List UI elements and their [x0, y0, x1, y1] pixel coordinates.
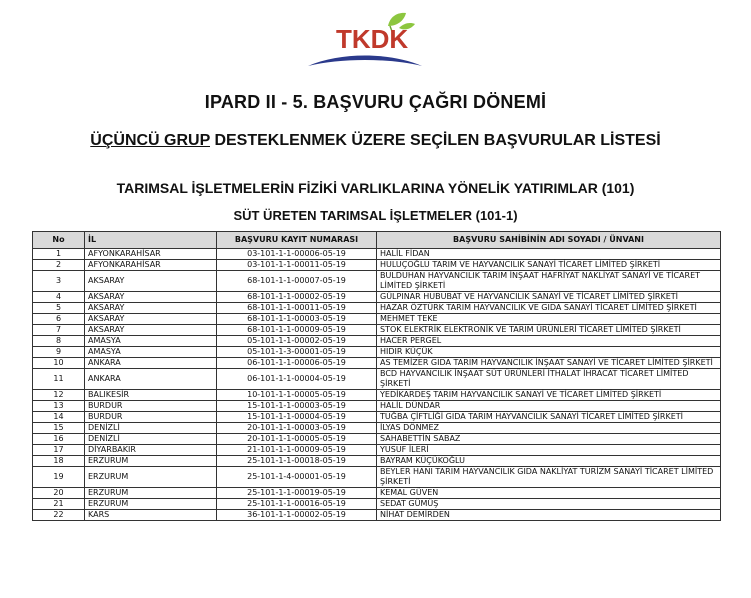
cell-il: BURDUR — [85, 401, 217, 412]
cell-kayit: 15-101-1-1-00004-05-19 — [217, 412, 377, 423]
logo-text: TKDK — [336, 24, 409, 54]
cell-kayit: 68-101-1-1-00003-05-19 — [217, 314, 377, 325]
cell-ad: İLYAS DÖNMEZ — [377, 423, 721, 434]
cell-kayit: 20-101-1-1-00005-05-19 — [217, 434, 377, 445]
cell-il: DENİZLİ — [85, 434, 217, 445]
cell-no: 1 — [33, 249, 85, 260]
cell-ad: HACER PERGEL — [377, 336, 721, 347]
cell-no: 11 — [33, 369, 85, 390]
cell-kayit: 15-101-1-1-00003-05-19 — [217, 401, 377, 412]
cell-ad: BEYLER HANI TARIM HAYVANCILIK GIDA NAKLİYAT TURİZM SANAYİ TİCARET LİMİTED ŞİRKETİ — [377, 467, 721, 488]
cell-kayit: 10-101-1-1-00005-05-19 — [217, 390, 377, 401]
cell-il: AKSARAY — [85, 271, 217, 292]
cell-kayit: 25-101-1-4-00001-05-19 — [217, 467, 377, 488]
table-row — [33, 445, 721, 456]
cell-ad: KEMAL GÜVEN — [377, 488, 721, 499]
cell-kayit: 25-101-1-1-00016-05-19 — [217, 499, 377, 510]
table-row — [33, 401, 721, 412]
cell-ad: BULDUHAN HAYVANCILIK TARIM İNŞAAT HAFRİYAT NAKLİYAT SANAYİ VE TİCARET LİMİTED ŞİRKETİ — [377, 271, 721, 292]
table-row — [33, 390, 721, 401]
cell-il: AMASYA — [85, 347, 217, 358]
cell-ad: HALİL DÜNDAR — [377, 401, 721, 412]
cell-ad: HALİL FİDAN — [377, 249, 721, 260]
cell-ad: NİHAT DEMİRDEN — [377, 510, 721, 521]
cell-kayit: 68-101-1-1-00007-05-19 — [217, 271, 377, 292]
cell-il: BURDUR — [85, 412, 217, 423]
cell-il: KARS — [85, 510, 217, 521]
cell-kayit: 06-101-1-1-00006-05-19 — [217, 358, 377, 369]
cell-no: 16 — [33, 434, 85, 445]
cell-ad: SEDAT GÜMÜŞ — [377, 499, 721, 510]
cell-ad: HIDIR KÜÇÜK — [377, 347, 721, 358]
cell-il: AMASYA — [85, 336, 217, 347]
cell-kayit: 21-101-1-1-00009-05-19 — [217, 445, 377, 456]
column-header-no: No — [33, 232, 85, 249]
cell-no: 15 — [33, 423, 85, 434]
measure-title: TARIMSAL İŞLETMELERİN FİZİKİ VARLIKLARINA YÖNELİK YATIRIMLAR (101) — [116, 180, 635, 196]
cell-il: AKSARAY — [85, 325, 217, 336]
applications-table — [32, 231, 721, 521]
table-row — [33, 434, 721, 445]
cell-kayit: 05-101-1-1-00002-05-19 — [217, 336, 377, 347]
cell-il: AKSARAY — [85, 303, 217, 314]
cell-il: ERZURUM — [85, 499, 217, 510]
cell-kayit: 06-101-1-1-00004-05-19 — [217, 369, 377, 390]
cell-il: AFYONKARAHİSAR — [85, 249, 217, 260]
table-row — [33, 369, 721, 390]
page-title: IPARD II - 5. BAŞVURU ÇAĞRI DÖNEMİ — [204, 92, 547, 112]
table-row — [33, 249, 721, 260]
cell-ad: YEDİKARDEŞ TARIM HAYVANCILIK SANAYİ VE TİCARET LİMİTED ŞİRKETİ — [377, 390, 721, 401]
table-row — [33, 412, 721, 423]
cell-il: BALIKESİR — [85, 390, 217, 401]
table-row — [33, 292, 721, 303]
column-header-ad: BAŞVURU SAHİBİNİN ADI SOYADI / ÜNVANI — [377, 232, 721, 249]
cell-no: 6 — [33, 314, 85, 325]
cell-kayit: 25-101-1-1-00019-05-19 — [217, 488, 377, 499]
table-row — [33, 456, 721, 467]
cell-no: 9 — [33, 347, 85, 358]
cell-no: 20 — [33, 488, 85, 499]
cell-no: 4 — [33, 292, 85, 303]
table-row — [33, 488, 721, 499]
cell-il: ERZURUM — [85, 467, 217, 488]
cell-il: DENİZLİ — [85, 423, 217, 434]
cell-ad: STOK ELEKTRİK ELEKTRONİK VE TARIM ÜRÜNLERİ TİCARET LİMİTED ŞİRKETİ — [377, 325, 721, 336]
table-row — [33, 467, 721, 488]
cell-kayit: 03-101-1-1-00011-05-19 — [217, 260, 377, 271]
cell-kayit: 03-101-1-1-00006-05-19 — [217, 249, 377, 260]
cell-il: AKSARAY — [85, 314, 217, 325]
list-subtitle-rest: DESTEKLENMEK ÜZERE SEÇİLEN BAŞVURULAR LİSTESİ — [210, 132, 661, 149]
cell-no: 3 — [33, 271, 85, 292]
table-row — [33, 325, 721, 336]
cell-no: 22 — [33, 510, 85, 521]
cell-il: ANKARA — [85, 369, 217, 390]
table-row — [33, 347, 721, 358]
table-row — [33, 314, 721, 325]
cell-kayit: 20-101-1-1-00003-05-19 — [217, 423, 377, 434]
cell-il: AFYONKARAHİSAR — [85, 260, 217, 271]
cell-no: 18 — [33, 456, 85, 467]
table-row — [33, 499, 721, 510]
cell-kayit: 68-101-1-1-00011-05-19 — [217, 303, 377, 314]
cell-no: 12 — [33, 390, 85, 401]
cell-il: ERZURUM — [85, 488, 217, 499]
cell-ad: HULUÇOĞLU TARIM VE HAYVANCILIK SANAYİ TİCARET LİMİTED ŞİRKETİ — [377, 260, 721, 271]
list-subtitle — [0, 132, 751, 150]
column-header-il: İL — [85, 232, 217, 249]
sector-title: SÜT ÜRETEN TARIMSAL İŞLETMELER (101-1) — [233, 208, 518, 223]
cell-kayit: 68-101-1-1-00002-05-19 — [217, 292, 377, 303]
cell-ad: BCD HAYVANCILIK İNŞAAT SÜT ÜRÜNLERİ İTHALAT İHRACAT TİCARET LİMİTED ŞİRKETİ — [377, 369, 721, 390]
table-row — [33, 303, 721, 314]
cell-ad: AS TEMİZER GIDA TARIM HAYVANCILIK İNŞAAT SANAYİ VE TİCARET LİMİTED ŞİRKETİ — [377, 358, 721, 369]
cell-no: 8 — [33, 336, 85, 347]
column-header-kayit: BAŞVURU KAYIT NUMARASI — [217, 232, 377, 249]
cell-kayit: 36-101-1-1-00002-05-19 — [217, 510, 377, 521]
cell-ad: YUSUF İLERİ — [377, 445, 721, 456]
table-header-row — [33, 232, 721, 249]
cell-no: 5 — [33, 303, 85, 314]
cell-ad: GÜLPINAR HUBUBAT VE HAYVANCILIK SANAYİ VE TİCARET LİMİTED ŞİRKETİ — [377, 292, 721, 303]
cell-il: DİYARBAKIR — [85, 445, 217, 456]
cell-no: 7 — [33, 325, 85, 336]
cell-no: 21 — [33, 499, 85, 510]
cell-il: AKSARAY — [85, 292, 217, 303]
cell-ad: TUĞBA ÇİFTLİĞİ GIDA TARIM HAYVANCILIK SANAYİ TİCARET LİMİTED ŞİRKETİ — [377, 412, 721, 423]
cell-no: 10 — [33, 358, 85, 369]
cell-no: 14 — [33, 412, 85, 423]
cell-ad: BAYRAM KÜÇÜKOĞLU — [377, 456, 721, 467]
cell-no: 17 — [33, 445, 85, 456]
cell-kayit: 05-101-1-3-00001-05-19 — [217, 347, 377, 358]
table-row — [33, 510, 721, 521]
table-row — [33, 423, 721, 434]
table-row — [33, 358, 721, 369]
table-row — [33, 260, 721, 271]
cell-ad: MEHMET TEKE — [377, 314, 721, 325]
cell-il: ERZURUM — [85, 456, 217, 467]
cell-kayit: 68-101-1-1-00009-05-19 — [217, 325, 377, 336]
table-row — [33, 336, 721, 347]
cell-no: 19 — [33, 467, 85, 488]
cell-ad: SAHABETTİN SABAZ — [377, 434, 721, 445]
group-label: ÜÇÜNCÜ GRUP — [90, 132, 210, 149]
cell-no: 2 — [33, 260, 85, 271]
tkdk-logo — [300, 4, 430, 70]
cell-ad: HAZAR ÖZTÜRK TARIM HAYVANCILIK VE GIDA SANAYİ TİCARET LİMİTED ŞİRKETİ — [377, 303, 721, 314]
cell-kayit: 25-101-1-1-00018-05-19 — [217, 456, 377, 467]
cell-il: ANKARA — [85, 358, 217, 369]
cell-no: 13 — [33, 401, 85, 412]
table-row — [33, 271, 721, 292]
